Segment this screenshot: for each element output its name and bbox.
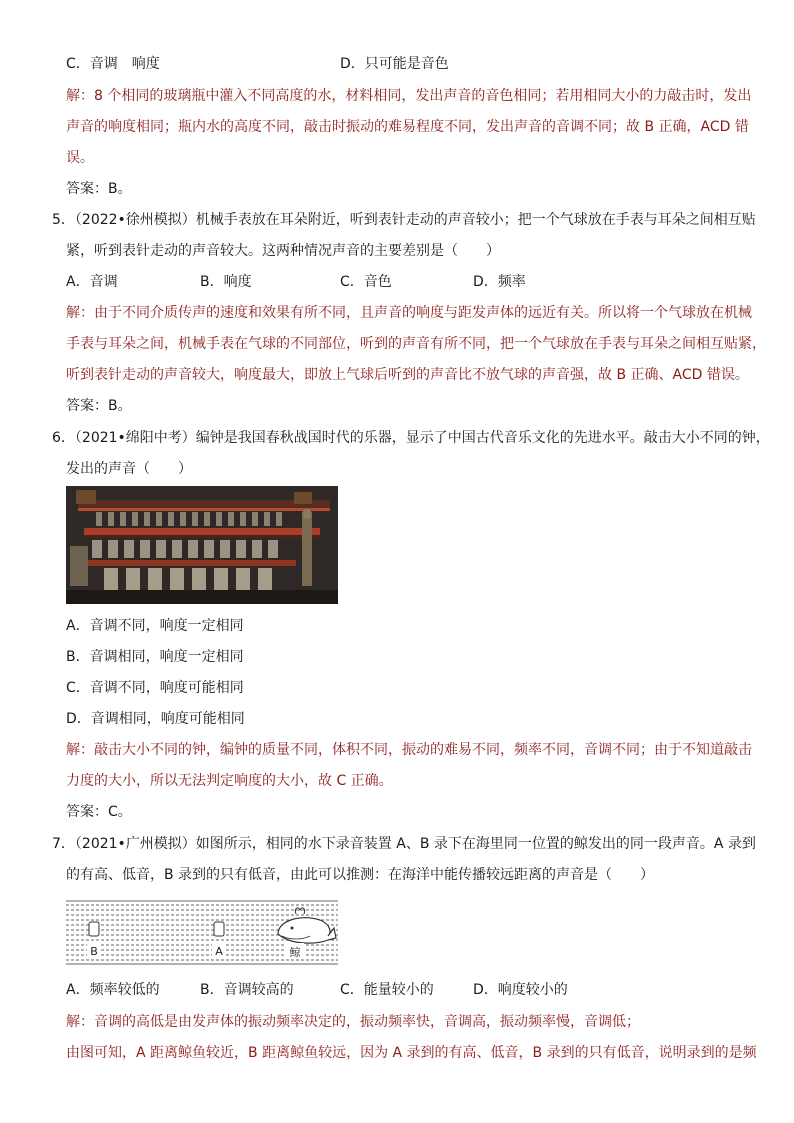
q7-solution-line-2: 由图可知，A 距离鲸鱼较近，B 距离鲸鱼较远，因为 A 录到的有高、低音，B 录到的只有低音，说明录到的是频	[66, 1045, 757, 1061]
label-a: A	[215, 945, 223, 958]
q5-stem-line-2: 紧，听到表针走动的声音较大。这两种情况声音的主要差别是（ ）	[66, 243, 500, 259]
q7-option-c: C．能量较小的	[340, 982, 434, 998]
q4-solution-line-2: 声音的响度相同；瓶内水的高度不同，敲击时振动的难易程度不同，发出声音的音调不同；故 B 正确，ACD 错	[66, 119, 749, 135]
q4-solution-line-3: 误。	[66, 150, 94, 166]
label-whale: 鲸	[289, 946, 301, 959]
underwater-recorder-diagram	[66, 898, 338, 966]
q4-option-d: D．只可能是音色	[340, 56, 449, 72]
recorder-a-icon	[214, 922, 224, 936]
q6-stem-line-2: 发出的声音（ ）	[66, 461, 192, 477]
q6-solution-line-1: 解：敲击大小不同的钟，编钟的质量不同，体积不同，振动的难易不同，频率不同，音调不同；由于不知道敲击	[66, 742, 752, 758]
ocean-diagram	[66, 898, 338, 966]
q5-option-c: C．音色	[340, 274, 392, 290]
q6-answer: 答案：C。	[66, 804, 132, 820]
q7-solution-line-1: 解：音调的高低是由发声体的振动频率决定的，振动频率快，音调高，振动频率慢，音调低；	[66, 1014, 640, 1030]
q5-solution-line-2: 手表与耳朵之间，机械手表在气球的不同部位，听到的声音有所不同，把一个气球放在手表与耳朵之间相互贴紧，	[66, 336, 766, 352]
q5-option-a: A．音调	[66, 274, 118, 290]
q5-option-d: D．频率	[473, 274, 526, 290]
q5-solution-line-3: 听到表针走动的声音较大，响度最大，即放上气球后听到的声音比不放气球的声音强，故 B 正确、ACD 错误。	[66, 367, 749, 383]
q5-stem-line-1: 5．（2022•徐州模拟）机械手表放在耳朵附近，听到表针走动的声音较小；把一个气球放在手表与耳朵之间相互贴	[52, 212, 756, 228]
q7-stem-line-2: 的有高、低音，B 录到的只有低音，由此可以推测：在海洋中能传播较远距离的声音是（ ）	[66, 867, 655, 883]
q5-option-b: B．响度	[200, 274, 252, 290]
q4-answer: 答案：B。	[66, 181, 132, 197]
q7-stem-line-1: 7．（2021•广州模拟）如图所示，相同的水下录音装置 A、B 录下在海里同一位置的鲸发出的同一段声音。A 录到	[52, 836, 756, 852]
q6-solution-line-2: 力度的大小，所以无法判定响度的大小，故 C 正确。	[66, 773, 393, 789]
q7-option-d: D．响度较小的	[473, 982, 568, 998]
label-b: B	[90, 945, 98, 958]
q4-solution-line-1: 解：8 个相同的玻璃瓶中灌入不同高度的水，材料相同，发出声音的音色相同；若用相同大小的力敲击时，发出	[66, 88, 752, 104]
q5-answer: 答案：B。	[66, 398, 132, 414]
q4-option-c: C．音调 响度	[66, 56, 160, 72]
q6-option-d: D．音调相同，响度可能相同	[66, 711, 245, 727]
q6-stem-line-1: 6．（2021•绵阳中考）编钟是我国春秋战国时代的乐器，显示了中国古代音乐文化的先进水平。敲击大小不同的钟，	[52, 430, 770, 446]
bianzhong-illustration	[66, 486, 338, 604]
q6-option-b: B．音调相同，响度一定相同	[66, 649, 244, 665]
q6-option-a: A．音调不同，响度一定相同	[66, 618, 244, 634]
q7-option-a: A．频率较低的	[66, 982, 160, 998]
bianzhong-bells-photo	[66, 486, 338, 604]
whale-icon	[278, 908, 336, 959]
recorder-b-icon	[89, 922, 99, 936]
q7-option-b: B．音调较高的	[200, 982, 294, 998]
q5-solution-line-1: 解：由于不同介质传声的速度和效果有所不同，且声音的响度与距发声体的远近有关。所以将一个气球放在机械	[66, 305, 752, 321]
q6-option-c: C．音调不同，响度可能相同	[66, 680, 244, 696]
